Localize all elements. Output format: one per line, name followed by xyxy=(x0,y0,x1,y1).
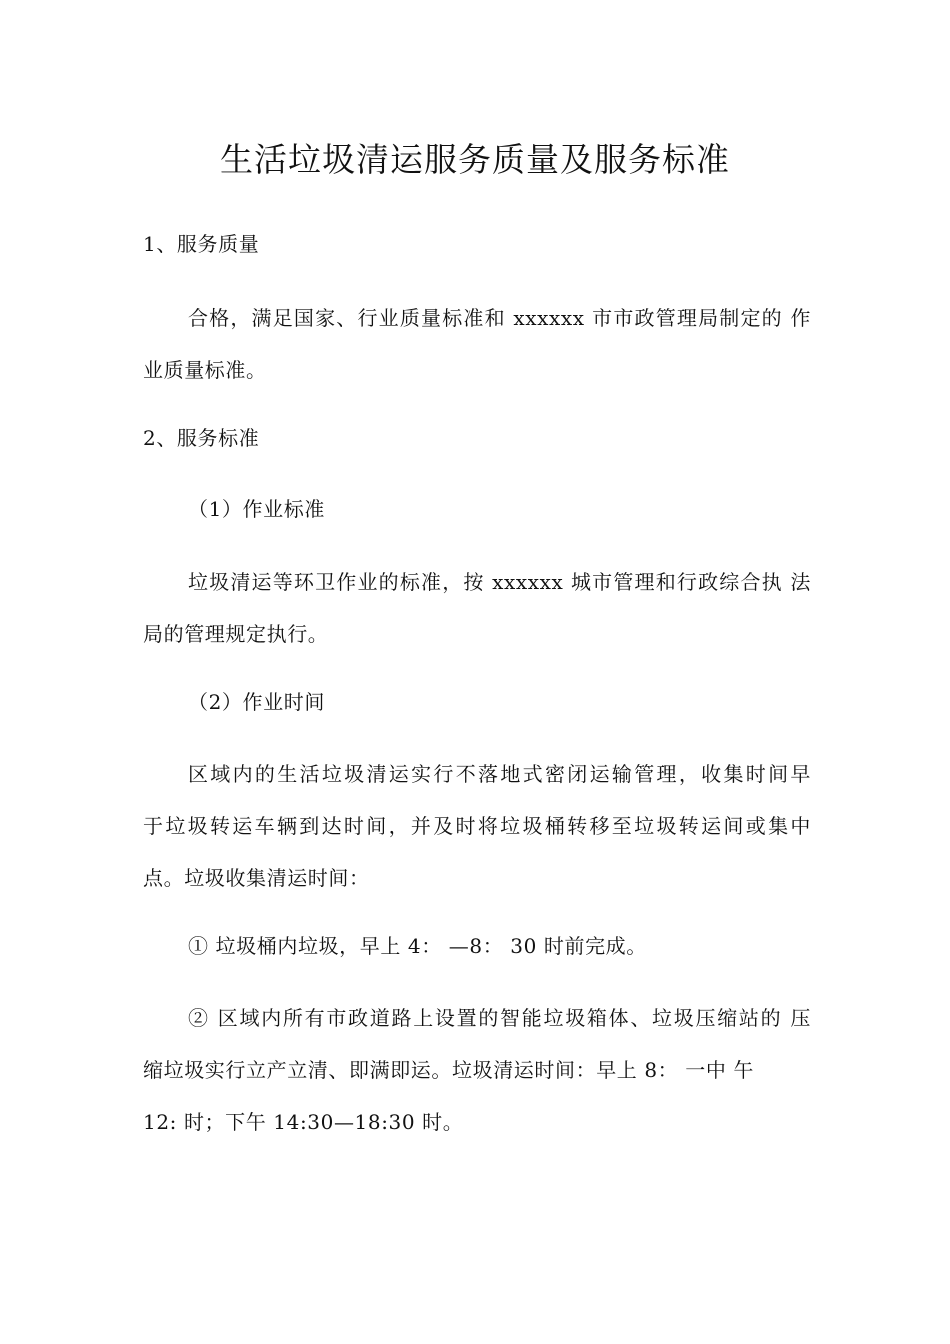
list-item-text: 12: 时；下午 14:30—18:30 时。 xyxy=(143,1110,464,1134)
list-item-text: ① 垃圾桶内垃圾，早上 4： —8： 30 时前完成。 xyxy=(188,934,647,958)
subsection-heading-text: （1）作业标准 xyxy=(188,497,325,521)
subsection-2-paragraph xyxy=(143,748,811,904)
paragraph-line: 区域内的生活垃圾清运实行不落地式密闭运输管理，收集时间早 xyxy=(188,762,811,786)
section-2-heading xyxy=(143,412,811,464)
paragraph-line: 合格，满足国家、行业质量标准和 xxxxxx 市市政管理局制定的 作 xyxy=(188,306,811,330)
paragraph-line: 点。垃圾收集清运时间： xyxy=(143,866,370,890)
subsection-2-heading xyxy=(143,676,811,728)
section-heading-text: 2、服务标准 xyxy=(143,426,260,450)
section-1-paragraph xyxy=(143,292,811,396)
paragraph-line: 业质量标准。 xyxy=(143,358,267,382)
list-item-text: ② 区域内所有市政道路上设置的智能垃圾箱体、垃圾压缩站的 压 xyxy=(188,1006,811,1030)
subsection-1-paragraph xyxy=(143,556,811,660)
subsection-heading-text: （2）作业时间 xyxy=(188,690,325,714)
paragraph-line: 垃圾清运等环卫作业的标准，按 xxxxxx 城市管理和行政综合执 法 xyxy=(188,570,811,594)
list-item-1 xyxy=(143,920,811,972)
document-title: 生活垃圾清运服务质量及服务标准 xyxy=(220,140,730,179)
section-heading-text: 1、服务质量 xyxy=(143,232,260,256)
subsection-1-heading xyxy=(143,483,811,535)
section-1-heading xyxy=(143,218,811,270)
list-item-text: 缩垃圾实行立产立清、即满即运。垃圾清运时间：早上 8： 一中 午 xyxy=(143,1058,754,1082)
list-item-2 xyxy=(143,992,811,1148)
paragraph-line: 局的管理规定执行。 xyxy=(143,622,329,646)
paragraph-line: 于垃圾转运车辆到达时间，并及时将垃圾桶转移至垃圾转运间或集中 xyxy=(143,814,811,838)
